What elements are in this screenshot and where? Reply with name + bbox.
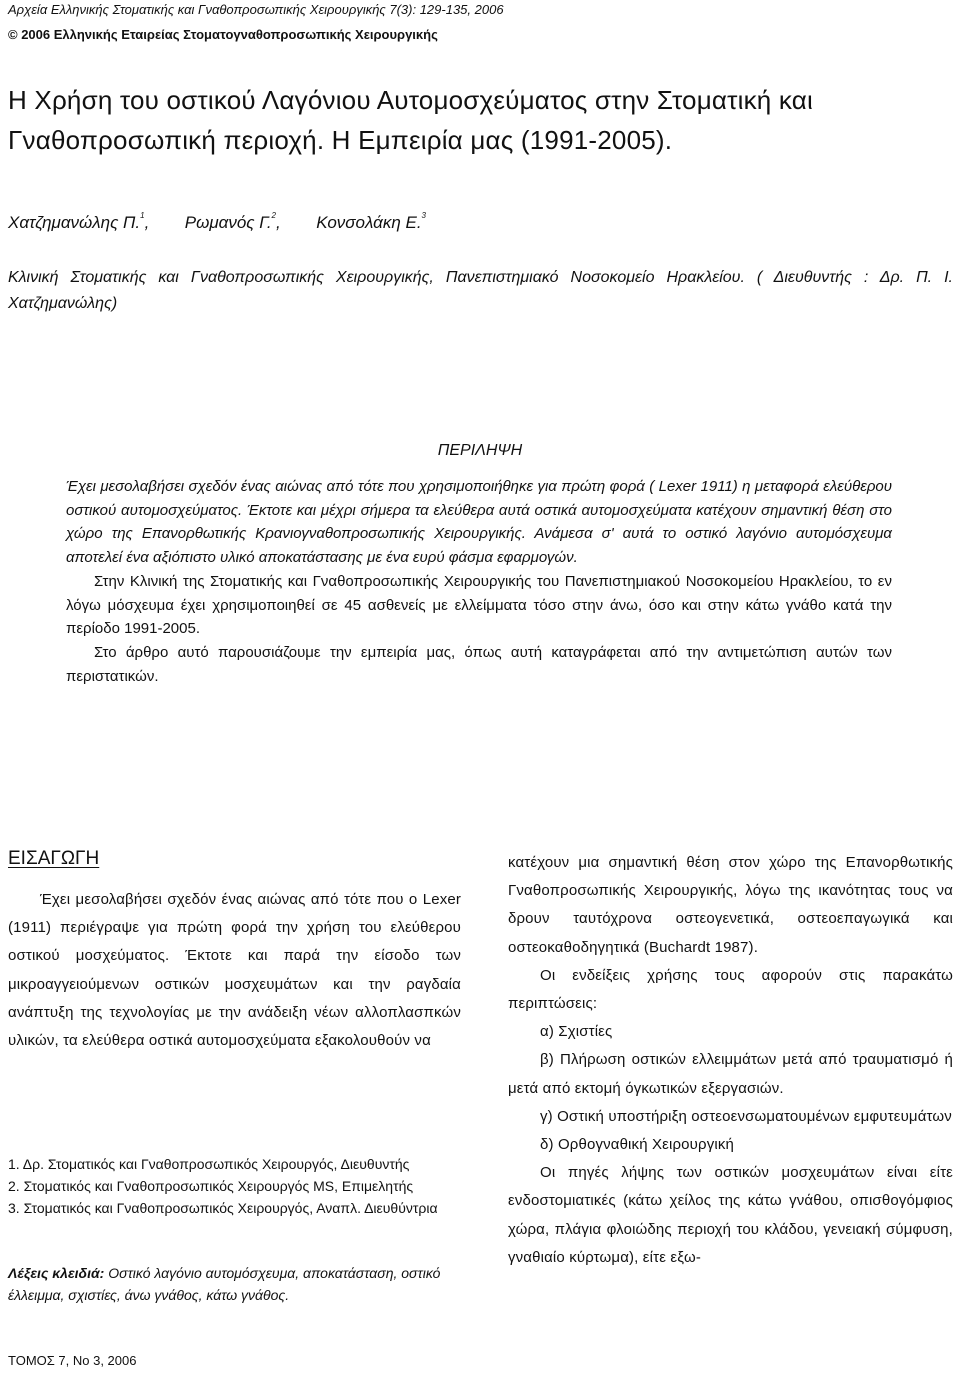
keywords-text: Οστικό λαγόνιο αυτομόσχευμα, αποκατάσταση, οστικό έλλειμμα, σχιστίες, άνω γνάθος, κάτω γνάθος. [8,1265,441,1303]
list-item: α) Σχιστίες [540,1023,613,1041]
body-paragraph: Οι πηγές λήψης των οστικών μοσχευμάτων είναι είτε ενδοστομιατικές (κάτω χείλος της κάτω γνάθου, οπισθογόμφιος χώρα, πλάγια φλοιώδης περιοχή του κλάδου, γενειακή σύμφυση, γναθιαίο κύρτωμα), είτε εξω- [508,1164,953,1266]
keywords-label: Λέξεις κλειδιά: [8,1265,105,1281]
author-name: Κονσολάκη Ε. [316,213,422,232]
keywords [8,1262,470,1306]
footnote: 1. Δρ. Στοματικός και Γναθοπροσωπικός Χειρουργός, Διευθυντής [8,1156,410,1172]
left-column [8,848,461,1055]
abstract [66,475,892,688]
author-name: Χατζημανώλης Π. [8,213,141,232]
author-affiliation-marker: 1 [140,211,145,221]
right-column [508,849,953,1272]
author-separator: , [276,213,281,232]
footnotes [8,1153,473,1219]
list-item: γ) Οστική υποστήριξη οστεοενσωματουμένων εμφυτευμάτων [540,1107,952,1125]
author-name: Ρωμανός Γ. [184,213,272,232]
abstract-paragraph: Στην Κλινική της Στοματικής και Γναθοπροσωπικής Χειρουργικής του Πανεπιστημιακού Νοσοκομείου Ηρακλείου, το εν λόγω μόσχευμα έχει χρησιμοποιηθεί σε 45 ασθενείς με ελλείμματα τόσο στην άνω, όσο και στην κάτω γνάθο κατά την περίοδο 1991-2005. [66,572,892,638]
list-item: β) Πλήρωση οστικών ελλειμμάτων μετά από τραυματισμό ή μετά από εκτομή όγκωτικών εξεργασιών. [508,1051,953,1097]
body-paragraph: κατέχουν μια σημαντική θέση στον χώρο της Επανορθωτικής Γναθοπροσωπικής Χειρουργικής, λόγω της ικανότητας τους να δρουν ταυτόχρονα οστεογενετικά, οστεοεπαγωγικά και οστεοκαθοδηγητικά (Buchardt 1987). [508,854,953,956]
abstract-heading: ΠΕΡΙΛΗΨΗ [437,442,523,459]
copyright-line: © 2006 Ελληνικής Εταιρείας Στοματογναθοπροσωπικής Χειρουργικής [8,27,438,42]
issue-footer: ΤΟΜΟΣ 7, Νο 3, 2006 [8,1353,137,1368]
body-paragraph: Οι ενδείξεις χρήσης τους αφορούν στις παρακάτω περιπτώσεις: [508,966,953,1013]
list-item: δ) Ορθογναθική Χειρουργική [540,1136,734,1154]
section-heading-introduction: ΕΙΣΑΓΩΓΗ [8,848,100,869]
abstract-paragraph: Στο άρθρο αυτό παρουσιάζουμε την εμπειρία μας, όπως αυτή καταγράφεται από την αντιμετώπιση αυτών των περιστατικών. [66,643,892,685]
body-paragraph: Έχει μεσολαβήσει σχεδόν ένας αιώνας από τότε που ο Lexer (1911) περιέγραψε για πρώτη φορά την χρήση του ελεύθερου οστικού μοσχεύματος. Έκτοτε και παρά την είσοδο των μικροαγγειούμενων οστικών μοσχευμάτων και την ραγδαία ανάπτυξη της τεχνολογίας με την ανάδειξη νέων αλλοπλασπκών υλικών, τα ελεύθερα οστικά αυτομοσχεύματα εξακολουθούν να [8,891,461,1050]
affiliation: Κλινική Στοματικής και Γναθοπροσωπικής Χειρουργικής, Πανεπιστημιακό Νοσοκομείο Ηρακλείου. ( Διευθυντής : Δρ. Π. Ι. Χατζημανώλης) [8,269,953,312]
author-affiliation-marker: 2 [271,211,276,221]
author-separator: , [144,213,150,232]
author-list [8,213,426,233]
author-affiliation-marker: 3 [421,211,426,221]
abstract-paragraph: Έχει μεσολαβήσει σχεδόν ένας αιώνας από τότε που χρησιμοποιήθηκε για πρώτη φορά ( Lexer 1911) η μεταφορά ελεύθερου οστικού αυτομοσχεύματος. Έκτοτε και μέχρι σήμερα τα ελεύθερα αυτά οστικά αυτομοσχεύματα κατέχουν σημαντική θέση στο χώρο της Επανορθωτικής Κρανιογναθοπροσωπικής Χειρουργικής. Ανάμεσα σ' αυτά το οστικό λαγόνιο αυτομόσχευμα αποτελεί ένα αξιόπιστο υλικό αποκατάστασης με ένα ευρύ φάσμα εφαρμογών. [66,478,892,567]
footnote: 2. Στοματικός και Γναθοπροσωπικός Χειρουργός MS, Επιμελητής [8,1178,414,1194]
article-title: Η Χρήση του οστικού Λαγόνιου Αυτομοσχεύματος στην Στοματική και Γναθοπροσωπική περιοχή. Η Εμπειρία μας (1991-2005). [8,85,813,155]
footnote: 3. Στοματικός και Γναθοπροσωπικός Χειρουργός, Αναπλ. Διευθύντρια [8,1200,438,1216]
journal-citation: Αρχεία Ελληνικής Στοματικής και Γναθοπροσωπικής Χειρουργικής 7(3): 129-135, 2006 [8,2,504,17]
